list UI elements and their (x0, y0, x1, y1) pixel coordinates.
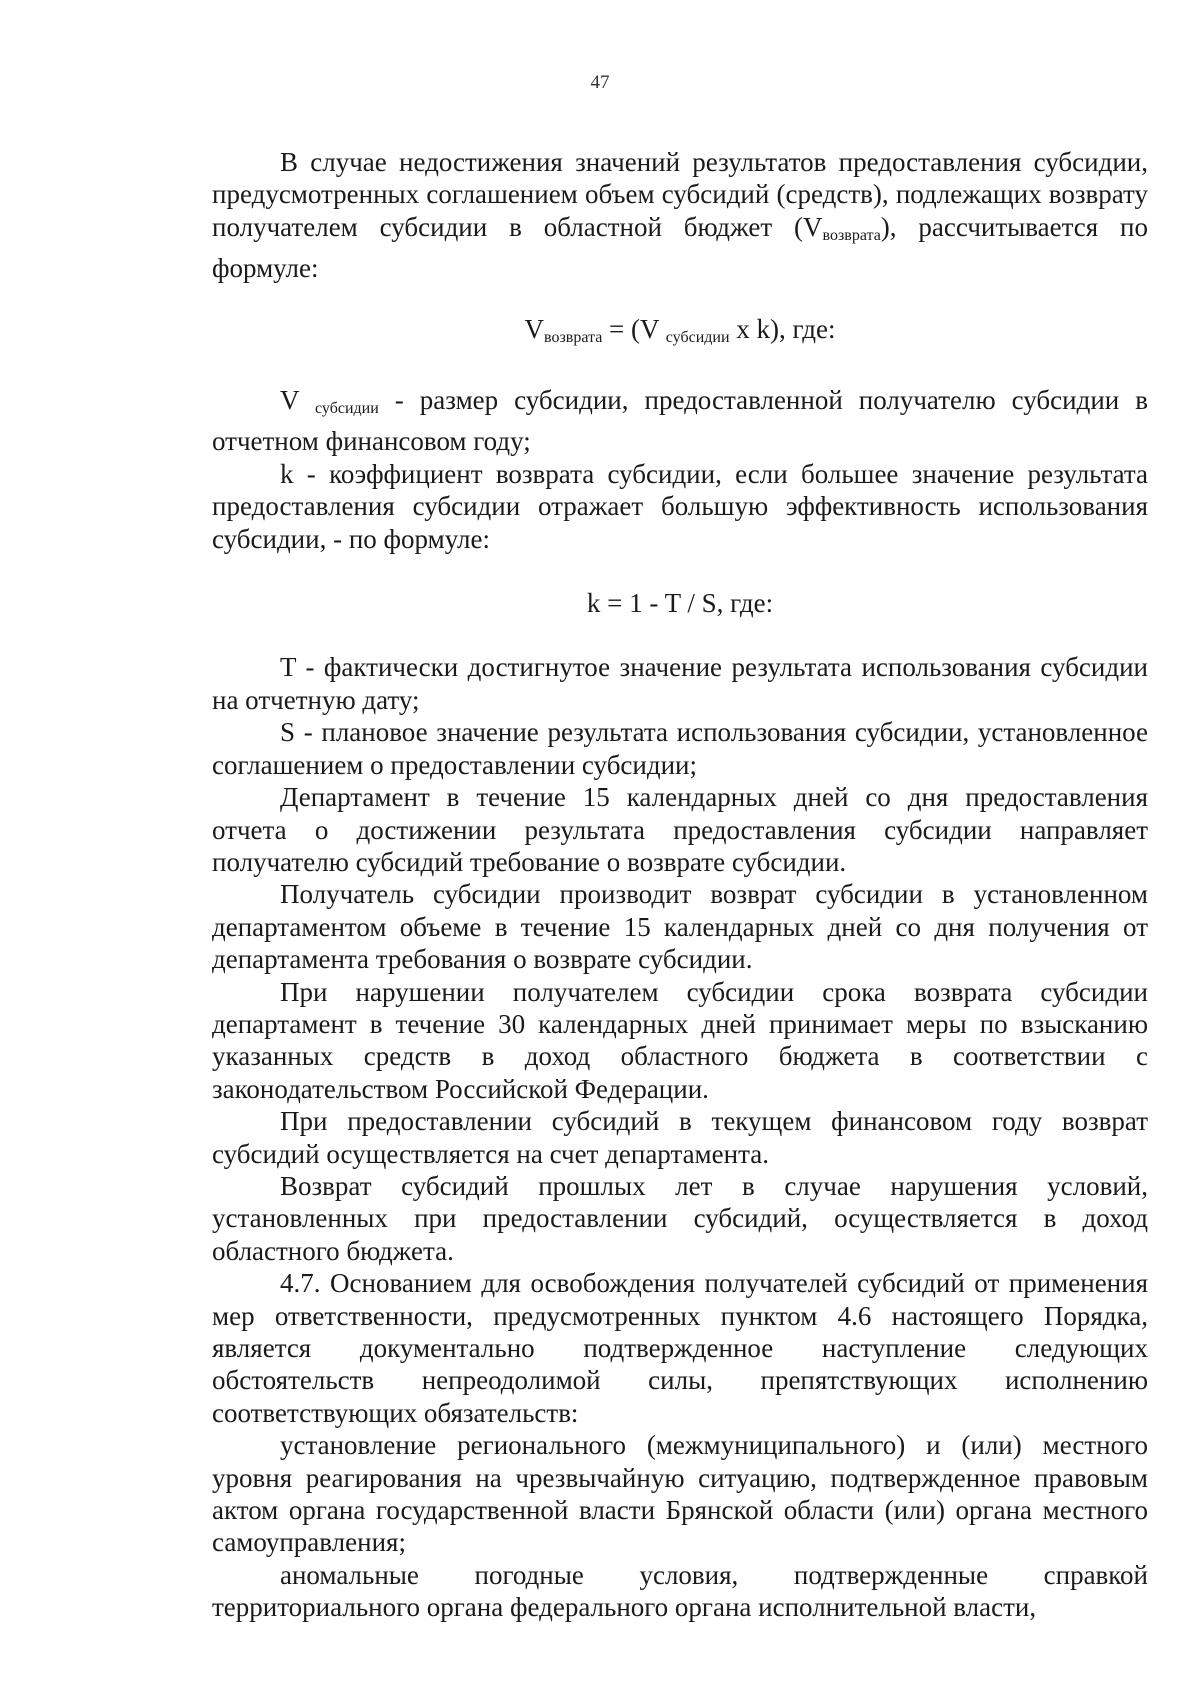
paragraph-v-subsidy-definition: V $_{субсидии}$ - размер субсидии, предоставленной получателю субсидии в отчетном финансовом году; (212, 385, 1148, 457)
page-number: 47 (590, 72, 610, 93)
paragraph-t-definition: T - фактически достигнутое значение результата использования субсидии на отчетную дату; (212, 652, 1148, 715)
paragraph-s-definition: S - плановое значение результата использования субсидии, установленное соглашением о предоставлении субсидии; (212, 717, 1148, 780)
formula-refund-volume: $V_{возврата} = (V$ $_{субсидии}$ x k), где: (524, 313, 836, 346)
paragraph-recipient-refund: Получатель субсидии производит возврат субсидии в установленном департаментом объеме в течение 15 календарных дней со дня получения от департамента требования о возврате субсидии. (212, 879, 1148, 975)
paragraph-emergency-level: установление регионального (межмуниципального) и (или) местного уровня реагирования на чрезвычайную ситуацию, подтвержденное правовым актом органа государственной власти Брянской области (или) органа местного самоуправления; (212, 1430, 1148, 1558)
document-body (212, 146, 1148, 1624)
formula-k: k = 1 - T / S, где: (586, 588, 774, 619)
paragraph-past-years-refund: Возврат субсидий прошлых лет в случае нарушения условий, установленных при предоставлении субсидий, осуществляется в доход областного бюджета. (212, 1170, 1148, 1266)
paragraph-k-definition: k - коэффициент возврата субсидии, если большее значение результата предоставления субсидии отражает большую эффективность использования субсидии, - по формуле: (212, 458, 1148, 554)
paragraph-refund-intro: В случае недостижения значений результатов предоставления субсидии, предусмотренных соглашением объем субсидий (средств), подлежащих возврату получателем субсидии в областной бюджет $(V_{возврата})$, рассчитывается по формуле: (212, 147, 1148, 284)
paragraph-department-requirement: Департамент в течение 15 календарных дней со дня предоставления отчета о достижении результата предоставления субсидии направляет получателю субсидий требование о возврате субсидии. (212, 782, 1148, 877)
paragraph-section-4-7: 4.7. Основанием для освобождения получателей субсидий от применения мер ответственности, предусмотренных пунктом 4.6 настоящего Порядка, является документально подтвержденное наступление следующих обстоятельств непреодолимой силы, препятствующих исполнению соответствующих обязательств: (212, 1268, 1148, 1428)
paragraph-current-year-refund: При предоставлении субсидий в текущем финансовом году возврат субсидий осуществляется на счет департамента. (212, 1106, 1148, 1169)
paragraph-refund-violation: При нарушении получателем субсидии срока возврата субсидии департамент в течение 30 календарных дней принимает меры по взысканию указанных средств в доход областного бюджета в соответствии с законодательством Российской Федерации. (212, 976, 1148, 1104)
paragraph-weather-conditions: аномальные погодные условия, подтвержденные справкой территориального органа федерального органа исполнительной власти, (212, 1559, 1148, 1623)
